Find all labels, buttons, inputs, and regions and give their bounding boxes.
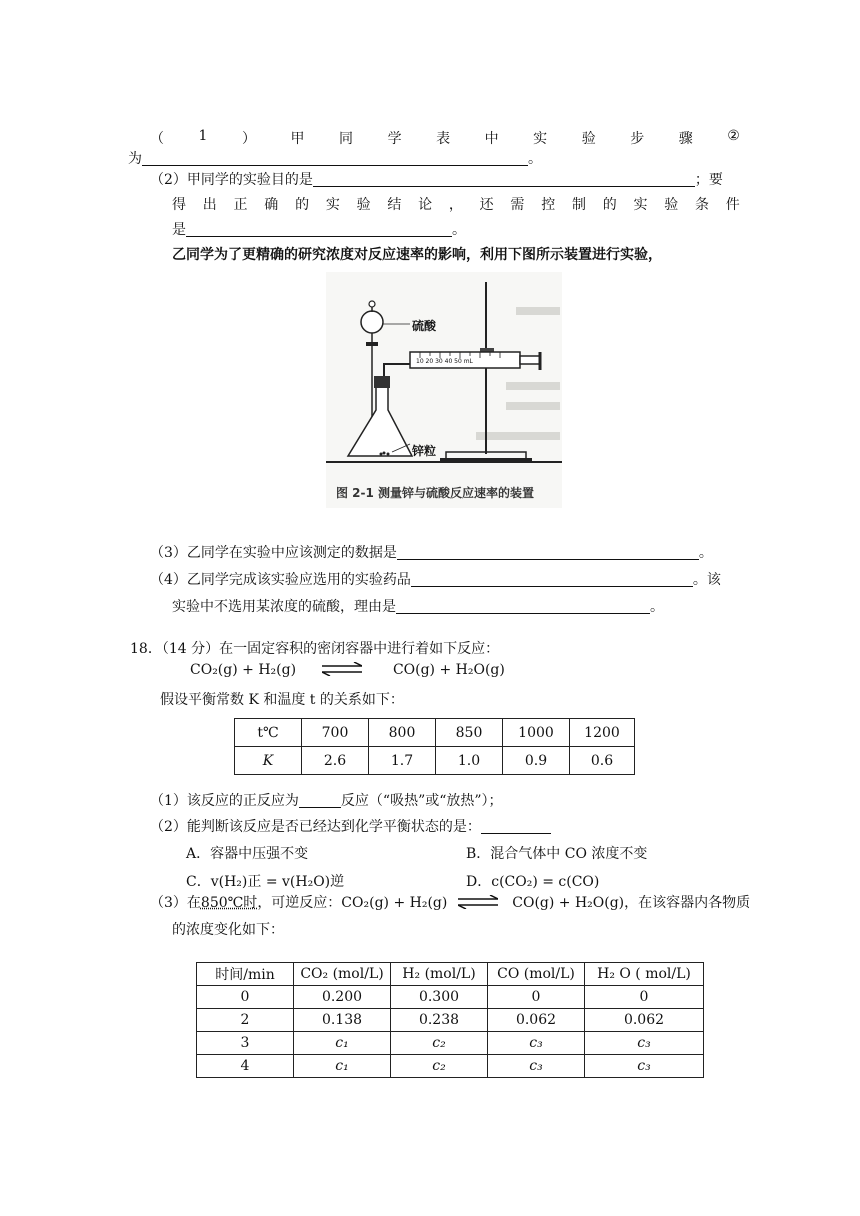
q18-sub3-line1: （3）在850℃时，可逆反应：CO₂(g) + H₂(g) CO(g) + H₂O(g)，在该容器内各物质 — [150, 895, 751, 911]
conc-cell: c₃ — [488, 1032, 585, 1055]
k-table-cell: 2.6 — [302, 747, 369, 775]
text-char: 正 — [233, 197, 248, 213]
table-row — [197, 1032, 704, 1055]
q18-sub2: （2）能判断该反应是否已经达到化学平衡状态的是： — [150, 816, 551, 836]
text-char: 论 — [418, 197, 433, 213]
table-row — [197, 1055, 704, 1078]
q18-equation: CO₂(g) + H₂(g) CO(g) + H₂O(g) — [190, 662, 505, 678]
text-char: 1 — [198, 128, 208, 144]
q2-line-3: 是 。 — [172, 222, 466, 238]
text-char: 实 — [633, 197, 648, 213]
k-table-cell: 1.0 — [436, 747, 503, 775]
text-char: 中 — [484, 131, 499, 147]
text-char: 件 — [725, 197, 740, 213]
text-char: 骤 — [678, 131, 693, 147]
label-acid: 硫酸 — [412, 319, 437, 333]
equilibrium-arrow-icon — [322, 662, 362, 676]
conc-cell: c₁ — [294, 1032, 391, 1055]
q4-line-1: （4）乙同学完成该实验应选用的实验药品 。该 — [150, 572, 721, 588]
conc-cell: c₂ — [391, 1032, 488, 1055]
conc-cell: 0.062 — [488, 1009, 585, 1032]
text-char: 学 — [387, 131, 402, 147]
text-char: 的 — [295, 197, 310, 213]
conc-cell: 0.238 — [391, 1009, 488, 1032]
text-char: 实 — [533, 131, 548, 147]
intro-b: 乙同学为了更精确的研究浓度对反应速率的影响，利用下图所示装置进行实验， — [172, 247, 662, 263]
figure-caption: 图 2-1 测量锌与硫酸反应速率的装置 — [336, 486, 535, 500]
q4-line-2: 实验中不选用某浓度的硫酸，理由是 。 — [172, 599, 664, 615]
concentration-table — [196, 962, 704, 1078]
option-d: D．c(CO₂) = c(CO) — [466, 874, 600, 890]
text-char: ） — [241, 131, 256, 147]
table-row — [197, 986, 704, 1009]
conc-cell: 0 — [488, 986, 585, 1009]
text-char: 同 — [339, 131, 354, 147]
text-char: 出 — [202, 197, 217, 213]
text-char: 步 — [630, 131, 645, 147]
k-table-cell: 800 — [369, 719, 436, 747]
text-char: （ — [150, 131, 164, 147]
text-char: 需 — [510, 197, 525, 213]
apparatus-figure — [326, 272, 562, 508]
conc-cell: 0 — [197, 986, 294, 1009]
equilibrium-arrow-icon-2 — [458, 895, 498, 909]
text-char: 的 — [602, 197, 617, 213]
text-char: 控 — [541, 197, 556, 213]
text-char: 确 — [264, 197, 279, 213]
k-table-cell: 1200 — [570, 719, 635, 747]
text-char: ， — [448, 197, 463, 213]
conc-cell: c₃ — [488, 1055, 585, 1078]
table-row — [197, 1009, 704, 1032]
k-table-cell: 1000 — [503, 719, 570, 747]
text-char: 甲 — [290, 131, 305, 147]
q18-sub1: （1）该反应的正反应为 反应（“吸热”或“放热”）； — [150, 793, 503, 809]
conc-header-cell: CO (mol/L) — [488, 963, 585, 986]
q1-line-2: 为 。 — [128, 151, 542, 167]
q1-line — [150, 128, 740, 148]
text-char: 表 — [436, 131, 451, 147]
conc-cell: 3 — [197, 1032, 294, 1055]
q2-line-2 — [172, 194, 740, 214]
q18-sub3-line2: 的浓度变化如下： — [172, 922, 284, 938]
conc-cell: c₃ — [585, 1032, 704, 1055]
conc-cell: 0.138 — [294, 1009, 391, 1032]
text-char: 验 — [664, 197, 679, 213]
conc-cell: c₃ — [585, 1055, 704, 1078]
syringe-scale: 10 20 30 40 50 mL — [416, 358, 473, 365]
text-char: 还 — [479, 197, 494, 213]
apparatus-drawing — [326, 272, 562, 508]
text-char: 条 — [695, 197, 710, 213]
text-char: 验 — [356, 197, 371, 213]
text-char: 实 — [325, 197, 340, 213]
k-table-cell: 850 — [436, 719, 503, 747]
text-char: 结 — [387, 197, 402, 213]
text-char: ② — [727, 128, 740, 144]
conc-cell: 0.200 — [294, 986, 391, 1009]
conc-header-cell: H₂ (mol/L) — [391, 963, 488, 986]
conc-header-cell: CO₂ (mol/L) — [294, 963, 391, 986]
option-a: A．容器中压强不变 — [186, 846, 309, 862]
conc-cell: c₂ — [391, 1055, 488, 1078]
k-table-cell: t℃ — [235, 719, 302, 747]
option-c: C．v(H₂)正 = v(H₂O)逆 — [186, 874, 345, 890]
conc-cell: c₁ — [294, 1055, 391, 1078]
text-char: 验 — [581, 131, 596, 147]
k-table-cell: 0.9 — [503, 747, 570, 775]
q3-line: （3）乙同学在实验中应该测定的数据是 。 — [150, 545, 713, 561]
k-table-cell: 0.6 — [570, 747, 635, 775]
k-table — [234, 718, 635, 775]
conc-header-cell: H₂ O ( mol/L) — [585, 963, 704, 986]
conc-cell: 0 — [585, 986, 704, 1009]
conc-cell: 0.300 — [391, 986, 488, 1009]
q18-header: 18．（14 分）在一固定容积的密闭容器中进行着如下反应： — [130, 641, 500, 657]
q2-line-1: （2）甲同学的实验目的是 ；要 — [150, 172, 723, 188]
text-char: 得 — [172, 197, 186, 213]
conc-header-cell: 时间/min — [197, 963, 294, 986]
k-intro: 假设平衡常数 K 和温度 t 的关系如下： — [160, 692, 404, 708]
text-char: 制 — [571, 197, 586, 213]
label-zinc: 锌粒 — [412, 444, 437, 458]
k-table-cell: K — [235, 747, 302, 775]
conc-cell: 2 — [197, 1009, 294, 1032]
conc-cell: 4 — [197, 1055, 294, 1078]
conc-cell: 0.062 — [585, 1009, 704, 1032]
k-table-cell: 1.7 — [369, 747, 436, 775]
k-table-cell: 700 — [302, 719, 369, 747]
option-b: B．混合气体中 CO 浓度不变 — [466, 846, 648, 862]
